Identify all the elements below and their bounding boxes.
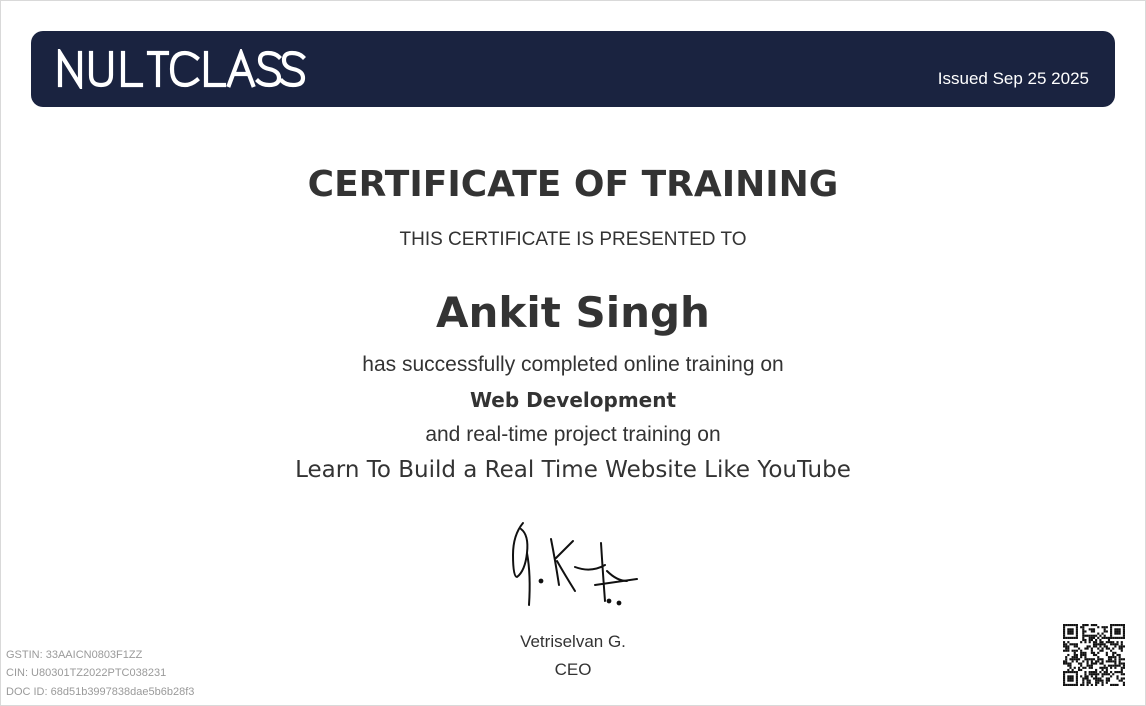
gstin-text: GSTIN: 33AAICN0803F1ZZ <box>6 649 143 661</box>
doc-id-text: DOC ID: 68d51b3997838dae5b6b28f3 <box>6 686 195 698</box>
cin-text: CIN: U80301TZ2022PTC038231 <box>6 667 167 679</box>
signatory-role: CEO <box>554 660 592 679</box>
project-title: Learn To Build a Real Time Website Like YouTube <box>295 457 851 483</box>
signatory-name: Vetriselvan G. <box>520 632 626 651</box>
presented-to-text: THIS CERTIFICATE IS PRESENTED TO <box>399 229 747 250</box>
recipient-name: Ankit Singh <box>436 288 710 337</box>
nullclass-logo <box>57 49 307 89</box>
completed-text: has successfully completed online training on <box>362 353 784 376</box>
certificate-title: CERTIFICATE OF TRAINING <box>307 164 839 205</box>
project-text: and real-time project training on <box>425 423 721 446</box>
verification-qr-code[interactable] <box>1063 624 1125 686</box>
ceo-signature <box>505 515 645 615</box>
header-banner <box>31 31 1115 107</box>
issued-date: Issued Sep 25 2025 <box>937 69 1089 88</box>
course-name: Web Development <box>469 388 677 412</box>
